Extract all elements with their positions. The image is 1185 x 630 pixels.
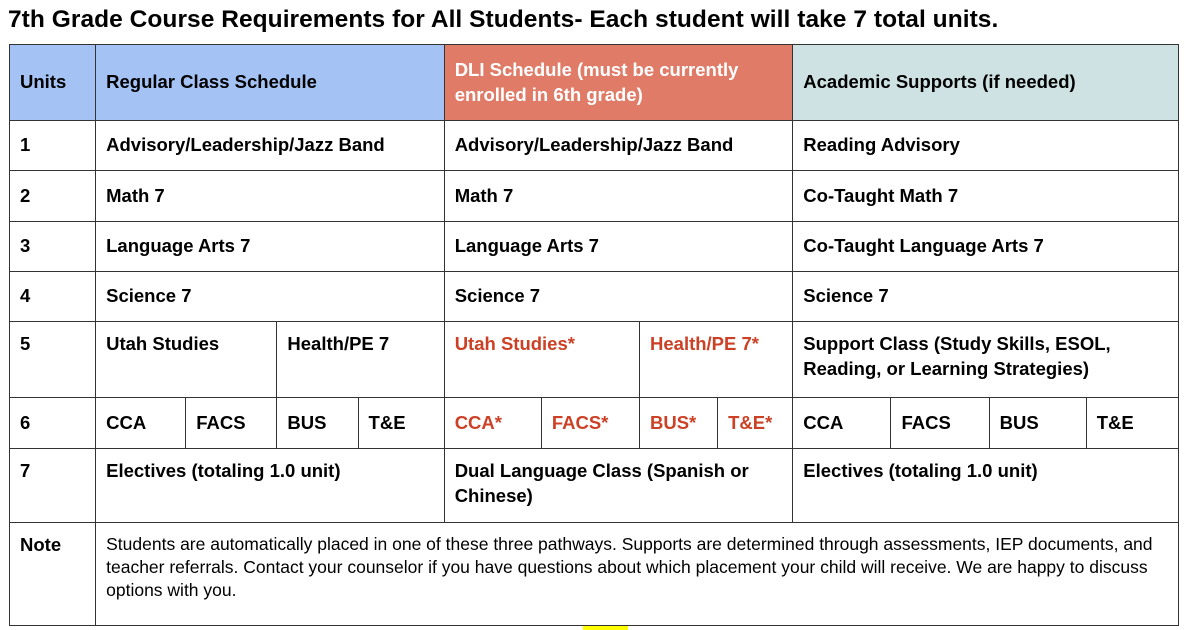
dli-elective: FACS* [541, 398, 639, 449]
regular-elective: BUS [277, 398, 358, 449]
support-elective: BUS [989, 398, 1086, 449]
units-header: Units [10, 45, 96, 121]
highlight-mark [583, 626, 628, 630]
unit-number: 6 [10, 398, 96, 449]
support-course: Co-Taught Math 7 [793, 171, 1179, 222]
dli-elective: BUS* [640, 398, 718, 449]
unit-number: 5 [10, 322, 96, 398]
table-row [10, 222, 1179, 272]
support-course: Support Class (Study Skills, ESOL, Reading, or Learning Strategies) [793, 322, 1179, 398]
note-text: Students are automatically placed in one of these three pathways. Supports are determined through assessments, IEP documents, and teacher referrals. Contact your counselor if you have questions about which placement your child will receive. We are happy to discuss options with you. [96, 523, 1179, 626]
regular-course: Language Arts 7 [96, 222, 445, 272]
support-course: Science 7 [793, 272, 1179, 322]
regular-schedule-header: Regular Class Schedule [96, 45, 445, 121]
regular-elective: T&E [358, 398, 444, 449]
table-row [10, 121, 1179, 171]
dli-course: Utah Studies* [444, 322, 639, 398]
dli-course: Health/PE 7* [640, 322, 793, 398]
regular-course: Electives (totaling 1.0 unit) [96, 449, 445, 523]
dli-course: Advisory/Leadership/Jazz Band [444, 121, 793, 171]
dli-course: Dual Language Class (Spanish or Chinese) [444, 449, 793, 523]
table-row [10, 171, 1179, 222]
unit-number: 4 [10, 272, 96, 322]
dli-elective: CCA* [444, 398, 541, 449]
course-requirements-table [9, 44, 1179, 626]
support-elective: FACS [891, 398, 989, 449]
regular-course: Science 7 [96, 272, 445, 322]
table-row [10, 322, 1179, 398]
dli-schedule-header: DLI Schedule (must be currently enrolled in 6th grade) [444, 45, 793, 121]
table-row [10, 449, 1179, 523]
note-row [10, 523, 1179, 626]
dli-course: Language Arts 7 [444, 222, 793, 272]
header-row [10, 45, 1179, 121]
support-elective: CCA [793, 398, 891, 449]
regular-elective: CCA [96, 398, 186, 449]
regular-course: Health/PE 7 [277, 322, 444, 398]
support-course: Co-Taught Language Arts 7 [793, 222, 1179, 272]
support-elective: T&E [1086, 398, 1178, 449]
regular-course: Math 7 [96, 171, 445, 222]
dli-elective: T&E* [718, 398, 793, 449]
unit-number: 3 [10, 222, 96, 272]
regular-elective: FACS [186, 398, 277, 449]
unit-number: 7 [10, 449, 96, 523]
support-course: Reading Advisory [793, 121, 1179, 171]
dli-course: Math 7 [444, 171, 793, 222]
unit-number: 1 [10, 121, 96, 171]
table-row [10, 272, 1179, 322]
note-label: Note [10, 523, 96, 626]
regular-course: Utah Studies [96, 322, 277, 398]
table-row [10, 398, 1179, 449]
academic-supports-header: Academic Supports (if needed) [793, 45, 1179, 121]
unit-number: 2 [10, 171, 96, 222]
support-course: Electives (totaling 1.0 unit) [793, 449, 1179, 523]
dli-course: Science 7 [444, 272, 793, 322]
page-title: 7th Grade Course Requirements for All Students- Each student will take 7 total units. [8, 6, 999, 33]
regular-course: Advisory/Leadership/Jazz Band [96, 121, 445, 171]
